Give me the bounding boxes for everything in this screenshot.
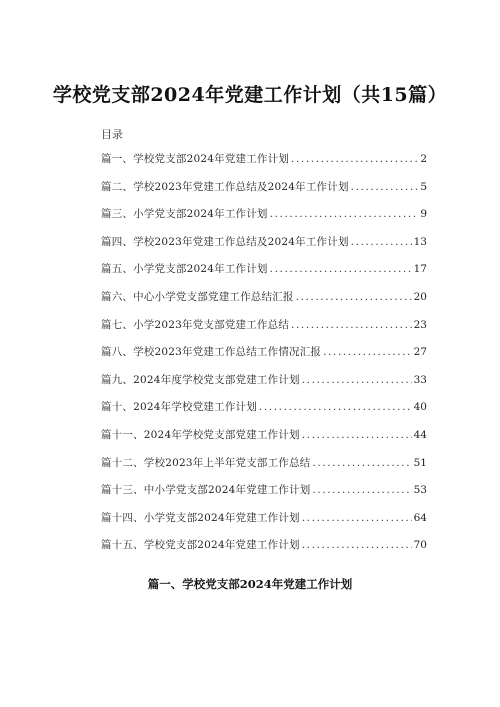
toc-entry-page: 70 bbox=[413, 539, 427, 552]
toc-dot-leader bbox=[351, 235, 412, 249]
toc-entry-page: 53 bbox=[413, 484, 427, 497]
toc-entry-8[interactable] bbox=[101, 345, 427, 373]
toc-dot-leader bbox=[302, 373, 412, 387]
toc-dot-leader bbox=[302, 428, 412, 442]
toc-entry-page: 44 bbox=[413, 428, 427, 441]
toc-entry-page: 17 bbox=[413, 263, 427, 276]
toc-entry-label: 篇八、学校2023年党建工作总结工作情况汇报 bbox=[101, 346, 322, 359]
toc-dot-leader bbox=[259, 400, 412, 414]
toc-dot-leader bbox=[312, 456, 411, 470]
toc-dot-leader bbox=[312, 483, 411, 497]
toc-dot-leader bbox=[302, 511, 412, 525]
toc-dot-leader bbox=[351, 180, 419, 194]
toc-entry-label: 篇十二、学校2023年上半年党支部工作总结 bbox=[101, 456, 311, 469]
toc-entry-label: 篇九、2024年度学校党支部党建工作计划 bbox=[101, 373, 300, 386]
table-of-contents bbox=[101, 152, 427, 566]
toc-entry-page: 33 bbox=[413, 373, 427, 386]
toc-entry-2[interactable] bbox=[101, 180, 427, 208]
toc-dot-leader bbox=[291, 152, 418, 166]
toc-entry-3[interactable] bbox=[101, 207, 427, 235]
toc-entry-label: 篇四、学校2023年党建工作总结及2024年工作计划 bbox=[101, 235, 349, 248]
toc-entry-page: 9 bbox=[420, 208, 427, 221]
toc-dot-leader bbox=[291, 318, 412, 332]
toc-entry-page: 23 bbox=[413, 318, 427, 331]
toc-entry-9[interactable] bbox=[101, 373, 427, 401]
toc-heading: 目录 bbox=[101, 128, 123, 141]
toc-dot-leader bbox=[270, 207, 419, 221]
toc-entry-page: 51 bbox=[413, 456, 427, 469]
toc-entry-page: 20 bbox=[413, 290, 427, 303]
toc-entry-14[interactable] bbox=[101, 511, 427, 539]
toc-entry-page: 5 bbox=[420, 180, 427, 193]
toc-dot-leader bbox=[302, 538, 412, 552]
toc-entry-15[interactable] bbox=[101, 538, 427, 566]
toc-entry-label: 篇五、小学党支部2024年工作计划 bbox=[101, 263, 268, 276]
toc-entry-label: 篇一、学校党支部2024年党建工作计划 bbox=[101, 153, 290, 165]
toc-entry-label: 篇十四、小学党支部2024年党建工作计划 bbox=[101, 511, 300, 524]
toc-entry-4[interactable] bbox=[101, 235, 427, 263]
toc-entry-13[interactable] bbox=[101, 483, 427, 511]
toc-entry-label: 篇二、学校2023年党建工作总结及2024年工作计划 bbox=[101, 180, 349, 193]
toc-entry-5[interactable] bbox=[101, 262, 427, 290]
toc-entry-label: 篇七、小学2023年党支部党建工作总结 bbox=[101, 318, 290, 331]
toc-entry-page: 64 bbox=[413, 511, 427, 524]
toc-entry-page: 40 bbox=[413, 401, 427, 414]
toc-entry-label: 篇三、小学党支部2024年工作计划 bbox=[101, 208, 268, 221]
toc-entry-page: 13 bbox=[413, 235, 427, 248]
toc-entry-page: 2 bbox=[420, 153, 427, 165]
toc-entry-label: 篇十一、2024年学校党支部党建工作计划 bbox=[101, 428, 300, 441]
toc-entry-6[interactable] bbox=[101, 290, 427, 318]
toc-dot-leader bbox=[296, 290, 412, 304]
section-heading: 篇一、学校党支部2024年党建工作计划 bbox=[147, 577, 353, 591]
toc-entry-label: 篇十三、中小学党支部2024年党建工作计划 bbox=[101, 484, 311, 497]
document-title: 学校党支部2024年党建工作计划（共15篇） bbox=[52, 84, 448, 106]
toc-entry-label: 篇十五、学校党支部2024年党建工作计划 bbox=[101, 539, 300, 552]
toc-entry-label: 篇十、2024年学校党建工作计划 bbox=[101, 401, 257, 414]
toc-entry-1[interactable] bbox=[101, 152, 427, 180]
toc-entry-page: 27 bbox=[413, 346, 427, 359]
toc-dot-leader bbox=[270, 262, 412, 276]
toc-entry-10[interactable] bbox=[101, 400, 427, 428]
toc-entry-12[interactable] bbox=[101, 456, 427, 484]
toc-entry-7[interactable] bbox=[101, 318, 427, 346]
toc-entry-11[interactable] bbox=[101, 428, 427, 456]
toc-entry-label: 篇六、中心小学党支部党建工作总结汇报 bbox=[101, 290, 294, 303]
toc-dot-leader bbox=[323, 345, 412, 359]
